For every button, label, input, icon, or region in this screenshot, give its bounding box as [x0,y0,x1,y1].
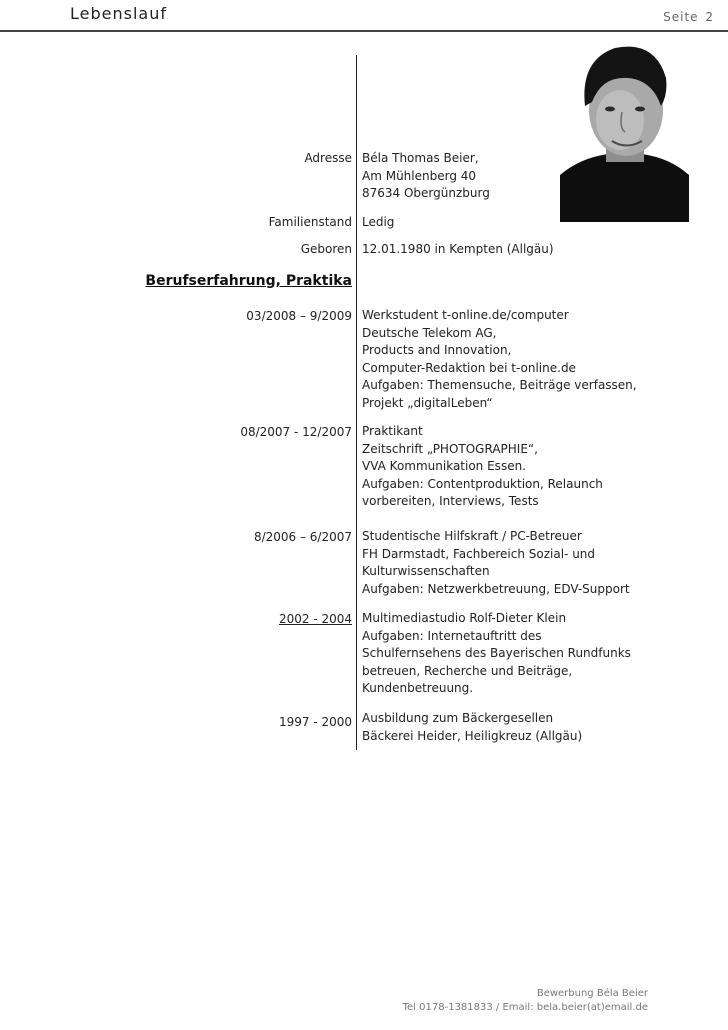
entry-line: Kundenbetreuung. [362,681,474,695]
column-divider [356,55,357,750]
page-indicator [661,10,714,24]
entry-line: FH Darmstadt, Fachbereich Sozial- und [362,546,596,561]
entry-description [362,610,631,698]
entry-line: Aufgaben: Contentproduktion, Relaunch [362,476,603,491]
entry-line: Ausbildung zum Bäckergesellen [362,711,554,725]
entry-period: 08/2007 - 12/2007 [240,425,352,439]
birth-value: 12.01.1980 in Kempten (Allgäu) [362,242,554,256]
entry-description [362,423,603,511]
portrait-photo [560,40,689,222]
header-divider [0,30,728,32]
entry-line: Projekt „digitalLeben“ [362,395,493,410]
footer-title: Bewerbung Béla Beier [536,988,648,999]
entry-line: Studentische Hilfskraft / PC-Betreuer [362,529,582,543]
entry-line: Products and Innovation, [362,343,512,357]
entry-line: Kulturwissenschaften [362,564,490,578]
entry-line: Werkstudent t-online.de/computer [362,308,569,322]
address-line: Am Mühlenberg 40 [362,168,477,183]
document-title: Lebenslauf [70,4,167,23]
entry-period: 03/2008 – 9/2009 [246,309,352,323]
birth-label: Geboren [300,242,352,256]
entry-line: Aufgaben: Internetauftritt des [362,628,542,643]
address-value [362,150,490,203]
entry-line: Aufgaben: Netzwerkbetreuung, EDV-Support [362,581,630,596]
address-label: Adresse [304,151,352,165]
entry-line: Deutsche Telekom AG, [362,325,497,340]
page-number: 2 [705,10,714,24]
address-line: Béla Thomas Beier, [362,151,479,165]
section-heading: Berufserfahrung, Praktika [145,273,352,289]
entry-line: Computer-Redaktion bei t-online.de [362,360,576,375]
entry-line: Praktikant [362,424,423,438]
entry-line: Bäckerei Heider, Heiligkreuz (Allgäu) [362,728,583,743]
entry-description [362,710,582,745]
entry-period: 8/2006 – 6/2007 [253,530,352,544]
marital-status-label: Familienstand [268,215,352,229]
entry-description [362,307,637,412]
entry-line: Aufgaben: Themensuche, Beiträge verfassen, [362,378,637,392]
entry-line: betreuen, Recherche und Beiträge, [362,663,573,678]
address-line: 87634 Obergünzburg [362,186,490,200]
footer-contact: Tel 0178-1381833 / Email: bela.beier(at)email.de [402,1002,648,1013]
entry-period: 2002 - 2004 [278,612,352,626]
entry-description [362,528,630,598]
entry-line: vorbereiten, Interviews, Tests [362,494,539,508]
marital-status-value: Ledig [362,215,395,229]
entry-period: 1997 - 2000 [278,715,352,729]
entry-line: VVA Kommunikation Essen. [362,459,526,473]
entry-line: Zeitschrift „PHOTOGRAPHIE“, [362,441,538,456]
entry-line: Schulfernsehens des Bayerischen Rundfunks [362,646,631,660]
entry-line: Multimediastudio Rolf-Dieter Klein [362,611,567,625]
page-label: Seite [663,10,699,24]
